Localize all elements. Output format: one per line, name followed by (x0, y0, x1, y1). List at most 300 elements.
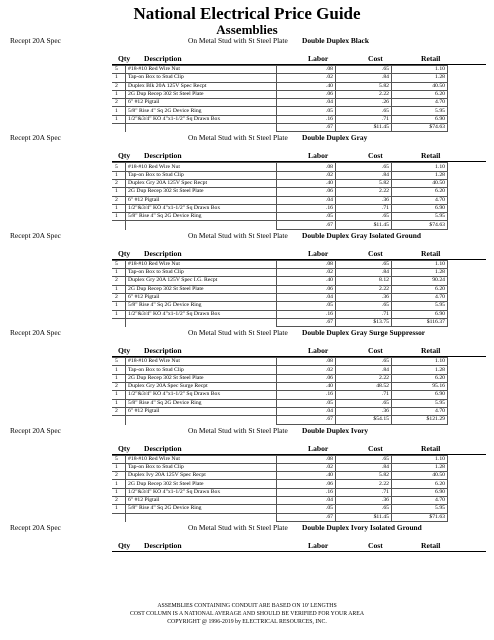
table-row (113, 107, 448, 115)
assembly-section (0, 327, 494, 424)
table-row (113, 115, 448, 123)
section-assembly-name: Double Duplex Black (302, 36, 369, 45)
item-retail: 6.90 (392, 204, 448, 212)
assembly-section (0, 425, 494, 522)
section-assembly-name: Double Duplex Gray Surge Suppressor (302, 328, 426, 338)
column-header-qty: Qty (118, 346, 131, 356)
item-labor: .16 (277, 488, 336, 496)
item-cost: .71 (336, 488, 392, 496)
column-header-labor: Labor (308, 151, 329, 161)
item-description: Tap-on Box to Stud Clip (126, 74, 277, 82)
total-cost: $11.45 (336, 221, 392, 229)
item-labor: .06 (277, 374, 336, 382)
item-retail: 1.28 (392, 366, 448, 374)
item-retail: 40.50 (392, 179, 448, 187)
item-retail: 6.90 (392, 488, 448, 496)
item-labor: .16 (277, 204, 336, 212)
item-description: 1/2"&3/4" KO 4"x1-1/2" Sq Drawn Box (126, 115, 277, 123)
total-cost: $54.15 (336, 416, 392, 424)
column-header-qty: Qty (118, 540, 131, 550)
item-labor: .04 (277, 99, 336, 107)
table-row (113, 383, 448, 391)
item-description: 2G Dup Recep 302 St Steel Plate (126, 285, 277, 293)
total-retail: $121.29 (392, 416, 448, 424)
table-row (113, 374, 448, 382)
item-qty: 2 (113, 496, 126, 504)
assembly-items-table (112, 65, 448, 132)
section-spec: Recept 20A Spec (10, 425, 61, 435)
item-retail: 6.90 (392, 115, 448, 123)
section-heading (0, 425, 494, 437)
item-cost: .84 (336, 171, 392, 179)
item-qty: 2 (113, 277, 126, 285)
item-labor: .40 (277, 383, 336, 391)
page-subtitle: Assemblies (216, 22, 278, 37)
column-header-row (112, 540, 486, 552)
item-description: 1/2"&3/4" KO 4"x1-1/2" Sq Drawn Box (126, 391, 277, 399)
item-qty: 2 (113, 82, 126, 90)
item-description: 5/8" Rise 4" Sq 2G Device Ring (126, 399, 277, 407)
item-cost: .65 (336, 302, 392, 310)
item-qty: 1 (113, 391, 126, 399)
item-cost: 5.82 (336, 472, 392, 480)
column-header-labor: Labor (308, 54, 329, 63)
assembly-items-table (112, 357, 448, 424)
item-cost: 5.82 (336, 179, 392, 187)
item-qty: 1 (113, 302, 126, 310)
item-retail: 6.20 (392, 285, 448, 293)
assembly-items-table (112, 162, 448, 229)
item-cost: 2.22 (336, 188, 392, 196)
item-description: Tap-on Box to Stud Clip (126, 366, 277, 374)
item-cost: 2.22 (336, 285, 392, 293)
table-row (113, 472, 448, 480)
section-assembly-name: Double Duplex Gray (302, 133, 368, 143)
column-header-cost: Cost (368, 248, 383, 258)
item-labor: .04 (277, 293, 336, 301)
item-labor: .05 (277, 505, 336, 513)
column-header-qty: Qty (118, 54, 131, 63)
column-header-qty: Qty (118, 443, 131, 453)
table-row (113, 366, 448, 374)
total-labor: .67 (277, 318, 336, 326)
item-retail: 1.10 (392, 358, 448, 366)
item-cost: .65 (336, 107, 392, 115)
item-labor: .04 (277, 407, 336, 415)
item-description: 5/8" Rise 4" Sq 2G Device Ring (126, 213, 277, 221)
item-qty: 5 (113, 163, 126, 171)
totals-row (113, 318, 448, 326)
item-description: Duplex Gry 20A Spec Surge Recpt (126, 383, 277, 391)
item-description: 6" #12 Pigtail (126, 196, 277, 204)
totals-row (113, 221, 448, 229)
item-labor: .06 (277, 285, 336, 293)
item-retail: 6.20 (392, 480, 448, 488)
item-cost: .65 (336, 163, 392, 171)
section-spec: Recept 20A Spec (10, 36, 61, 45)
item-retail: 4.70 (392, 293, 448, 301)
item-cost: 48.52 (336, 383, 392, 391)
section-mount: On Metal Stud with St Steel Plate (188, 522, 288, 532)
item-retail: 6.90 (392, 391, 448, 399)
item-cost: .36 (336, 196, 392, 204)
assembly-section (0, 522, 494, 552)
item-labor: .40 (277, 472, 336, 480)
table-row (113, 171, 448, 179)
table-row (113, 463, 448, 471)
table-row (113, 179, 448, 187)
item-retail: 95.16 (392, 383, 448, 391)
item-description: #18-#10 Red Wire Nut (126, 358, 277, 366)
item-description: 6" #12 Pigtail (126, 99, 277, 107)
column-header-description: Description (144, 346, 182, 356)
page-title: National Electrical Price Guide (133, 4, 361, 23)
item-qty: 1 (113, 285, 126, 293)
item-description: Duplex Ivy 20A 125V Spec Recpt (126, 472, 277, 480)
item-labor: .02 (277, 74, 336, 82)
table-row (113, 213, 448, 221)
item-cost: .26 (336, 99, 392, 107)
item-description: #18-#10 Red Wire Nut (126, 260, 277, 268)
item-retail: 1.28 (392, 463, 448, 471)
item-cost: .65 (336, 358, 392, 366)
item-qty: 1 (113, 90, 126, 98)
item-retail: 1.10 (392, 455, 448, 463)
table-row (113, 188, 448, 196)
table-row (113, 505, 448, 513)
column-header-description: Description (144, 443, 182, 453)
total-retail: $74.63 (392, 221, 448, 229)
item-qty: 5 (113, 455, 126, 463)
table-row (113, 391, 448, 399)
column-header-row (112, 443, 486, 455)
section-mount: On Metal Stud with St Steel Plate (188, 425, 288, 435)
item-labor: .04 (277, 496, 336, 504)
section-spec: Recept 20A Spec (10, 230, 61, 240)
item-description: #18-#10 Red Wire Nut (126, 455, 277, 463)
item-retail: 5.95 (392, 107, 448, 115)
table-row (113, 269, 448, 277)
item-retail: 1.10 (392, 260, 448, 268)
item-retail: 1.28 (392, 269, 448, 277)
item-qty: 5 (113, 260, 126, 268)
item-description: 1/2"&3/4" KO 4"x1-1/2" Sq Drawn Box (126, 310, 277, 318)
item-cost: .65 (336, 505, 392, 513)
table-row (113, 399, 448, 407)
column-header-qty: Qty (118, 248, 131, 258)
item-qty: 1 (113, 204, 126, 212)
item-retail: 1.28 (392, 74, 448, 82)
column-header-description: Description (144, 54, 182, 63)
item-description: Duplex Blk 20A 125V Spec Recpt (126, 82, 277, 90)
column-header-row (112, 150, 486, 162)
item-description: #18-#10 Red Wire Nut (126, 66, 277, 74)
table-row (113, 488, 448, 496)
table-row (113, 293, 448, 301)
item-qty: 2 (113, 293, 126, 301)
item-qty: 1 (113, 366, 126, 374)
item-labor: .05 (277, 107, 336, 115)
item-description: 6" #12 Pigtail (126, 496, 277, 504)
item-qty: 1 (113, 107, 126, 115)
item-labor: .02 (277, 269, 336, 277)
table-row (113, 310, 448, 318)
item-description: 5/8" Rise 4" Sq 2G Device Ring (126, 505, 277, 513)
item-labor: .40 (277, 277, 336, 285)
total-retail: $74.63 (392, 124, 448, 132)
column-header-retail: Retail (421, 248, 441, 258)
item-qty: 2 (113, 179, 126, 187)
section-mount: On Metal Stud with St Steel Plate (188, 230, 288, 240)
item-retail: 4.70 (392, 407, 448, 415)
item-cost: .65 (336, 455, 392, 463)
item-labor: .08 (277, 358, 336, 366)
item-description: Duplex Gry 20A 125V Spec Recpt (126, 179, 277, 187)
section-spec: Recept 20A Spec (10, 133, 61, 143)
table-row (113, 66, 448, 74)
table-row (113, 196, 448, 204)
item-retail: 1.10 (392, 163, 448, 171)
item-cost: .65 (336, 260, 392, 268)
item-qty: 1 (113, 269, 126, 277)
item-description: #18-#10 Red Wire Nut (126, 163, 277, 171)
table-row (113, 99, 448, 107)
item-qty: 1 (113, 171, 126, 179)
item-cost: 5.82 (336, 82, 392, 90)
column-header-labor: Labor (308, 346, 329, 356)
assembly-items-table (112, 260, 448, 327)
item-qty: 2 (113, 196, 126, 204)
item-cost: .36 (336, 407, 392, 415)
item-retail: 5.95 (392, 399, 448, 407)
item-description: 2G Dup Recep 302 St Steel Plate (126, 374, 277, 382)
item-qty: 5 (113, 66, 126, 74)
item-cost: 2.22 (336, 480, 392, 488)
item-description: Tap-on Box to Stud Clip (126, 463, 277, 471)
item-labor: .05 (277, 213, 336, 221)
item-labor: .05 (277, 399, 336, 407)
column-header-description: Description (144, 151, 182, 161)
item-description: 6" #12 Pigtail (126, 293, 277, 301)
section-assembly-name: Double Duplex Ivory Isolated Ground (302, 522, 422, 532)
table-row (113, 358, 448, 366)
item-qty: 1 (113, 480, 126, 488)
item-cost: .84 (336, 366, 392, 374)
item-qty: 1 (113, 188, 126, 196)
column-header-retail: Retail (421, 540, 441, 550)
assembly-section (0, 132, 494, 229)
section-mount: On Metal Stud with St Steel Plate (188, 36, 288, 45)
column-header-retail: Retail (421, 443, 441, 453)
item-qty: 5 (113, 358, 126, 366)
table-row (113, 302, 448, 310)
item-qty: 1 (113, 115, 126, 123)
column-header-cost: Cost (368, 54, 383, 63)
item-cost: .71 (336, 204, 392, 212)
column-header-retail: Retail (421, 54, 441, 63)
item-qty: 2 (113, 407, 126, 415)
item-retail: 90.24 (392, 277, 448, 285)
column-header-qty: Qty (118, 151, 131, 161)
item-description: Tap-on Box to Stud Clip (126, 269, 277, 277)
item-description: 5/8" Rise 4" Sq 2G Device Ring (126, 107, 277, 115)
item-retail: 4.70 (392, 196, 448, 204)
item-qty: 2 (113, 472, 126, 480)
item-labor: .06 (277, 188, 336, 196)
item-retail: 6.20 (392, 188, 448, 196)
column-header-cost: Cost (368, 151, 383, 161)
item-labor: .08 (277, 455, 336, 463)
item-description: Duplex Gry 20A 125V Spec I.G. Recpt (126, 277, 277, 285)
item-qty: 1 (113, 463, 126, 471)
table-row (113, 90, 448, 98)
column-header-description: Description (144, 540, 182, 550)
item-retail: 6.20 (392, 90, 448, 98)
section-heading (0, 230, 494, 242)
item-retail: 5.95 (392, 505, 448, 513)
item-cost: 2.22 (336, 90, 392, 98)
totals-row (113, 124, 448, 132)
item-labor: .05 (277, 302, 336, 310)
section-mount: On Metal Stud with St Steel Plate (188, 328, 288, 338)
assembly-section (0, 230, 494, 327)
total-retail: $116.37 (392, 318, 448, 326)
table-row (113, 285, 448, 293)
assembly-section (0, 35, 494, 132)
item-retail: 1.28 (392, 171, 448, 179)
item-labor: .04 (277, 196, 336, 204)
totals-row (113, 416, 448, 424)
item-labor: .08 (277, 66, 336, 74)
item-retail: 40.50 (392, 82, 448, 90)
item-cost: .65 (336, 66, 392, 74)
item-description: 1/2"&3/4" KO 4"x1-1/2" Sq Drawn Box (126, 488, 277, 496)
item-labor: .06 (277, 90, 336, 98)
table-row (113, 480, 448, 488)
table-row (113, 74, 448, 82)
item-description: 2G Dup Recep 302 St Steel Plate (126, 90, 277, 98)
table-row (113, 82, 448, 90)
item-qty: 1 (113, 213, 126, 221)
column-header-labor: Labor (308, 443, 329, 453)
item-description: 2G Dup Recep 302 St Steel Plate (126, 188, 277, 196)
item-cost: .71 (336, 391, 392, 399)
totals-row (113, 513, 448, 521)
footer-note-conduit: ASSEMBLIES CONTAINING CONDUIT ARE BASED ON 10' LENGTHS (157, 603, 337, 609)
total-cost: $11.45 (336, 513, 392, 521)
item-cost: .36 (336, 496, 392, 504)
item-labor: .02 (277, 463, 336, 471)
item-retail: 40.50 (392, 472, 448, 480)
item-retail: 5.95 (392, 213, 448, 221)
total-labor: .67 (277, 513, 336, 521)
item-labor: .16 (277, 391, 336, 399)
item-labor: .06 (277, 480, 336, 488)
item-retail: 4.70 (392, 99, 448, 107)
item-qty: 1 (113, 488, 126, 496)
column-header-row (112, 248, 486, 260)
item-labor: .08 (277, 163, 336, 171)
item-cost: .65 (336, 399, 392, 407)
item-cost: .36 (336, 293, 392, 301)
column-header-row (112, 345, 486, 357)
item-cost: .84 (336, 269, 392, 277)
column-header-cost: Cost (368, 346, 383, 356)
item-qty: 1 (113, 374, 126, 382)
column-header-cost: Cost (368, 443, 383, 453)
section-spec: Recept 20A Spec (10, 328, 61, 338)
table-row (113, 277, 448, 285)
item-qty: 1 (113, 310, 126, 318)
section-assembly-name: Double Duplex Gray Isolated Ground (302, 230, 421, 240)
item-retail: 1.10 (392, 66, 448, 74)
column-header-row (112, 53, 486, 65)
item-description: 5/8" Rise 4" Sq 2G Device Ring (126, 302, 277, 310)
table-row (113, 204, 448, 212)
assembly-items-table (112, 455, 448, 522)
item-qty: 2 (113, 383, 126, 391)
item-cost: .71 (336, 310, 392, 318)
item-retail: 6.20 (392, 374, 448, 382)
table-row (113, 496, 448, 504)
item-labor: .02 (277, 366, 336, 374)
total-labor: .67 (277, 221, 336, 229)
item-retail: 6.90 (392, 310, 448, 318)
item-retail: 5.95 (392, 302, 448, 310)
item-cost: .84 (336, 463, 392, 471)
table-row (113, 163, 448, 171)
item-cost: 2.22 (336, 374, 392, 382)
column-header-labor: Labor (308, 248, 329, 258)
item-qty: 1 (113, 505, 126, 513)
total-labor: .67 (277, 416, 336, 424)
item-labor: .16 (277, 310, 336, 318)
table-row (113, 455, 448, 463)
item-labor: .16 (277, 115, 336, 123)
assembly-sections (0, 35, 494, 552)
total-cost: $11.45 (336, 124, 392, 132)
item-cost: 8.12 (336, 277, 392, 285)
item-description: 1/2"&3/4" KO 4"x1-1/2" Sq Drawn Box (126, 204, 277, 212)
footer-copyright: COPYRIGHT @ 1996-2019 by ELECTRICAL RESOURCES, INC. (167, 619, 327, 625)
column-header-cost: Cost (368, 540, 383, 550)
column-header-retail: Retail (421, 346, 441, 356)
table-row (113, 407, 448, 415)
section-assembly-name: Double Duplex Ivory (302, 425, 369, 435)
total-retail: $71.63 (392, 513, 448, 521)
item-labor: .02 (277, 171, 336, 179)
item-qty: 2 (113, 99, 126, 107)
section-heading (0, 132, 494, 144)
section-heading (0, 327, 494, 339)
item-labor: .40 (277, 82, 336, 90)
column-header-retail: Retail (421, 151, 441, 161)
column-header-labor: Labor (308, 540, 329, 550)
section-heading (0, 35, 494, 47)
item-description: 2G Dup Recep 302 St Steel Plate (126, 480, 277, 488)
item-cost: .65 (336, 213, 392, 221)
total-cost: $13.75 (336, 318, 392, 326)
column-header-description: Description (144, 248, 182, 258)
item-qty: 1 (113, 399, 126, 407)
item-labor: .40 (277, 179, 336, 187)
item-retail: 4.70 (392, 496, 448, 504)
footer-note-cost: COST COLUMN IS A NATIONAL AVERAGE AND SHOULD BE VERIFIED FOR YOUR AREA (129, 611, 365, 617)
item-cost: .71 (336, 115, 392, 123)
item-qty: 1 (113, 74, 126, 82)
section-heading (0, 522, 494, 534)
total-labor: .67 (277, 124, 336, 132)
